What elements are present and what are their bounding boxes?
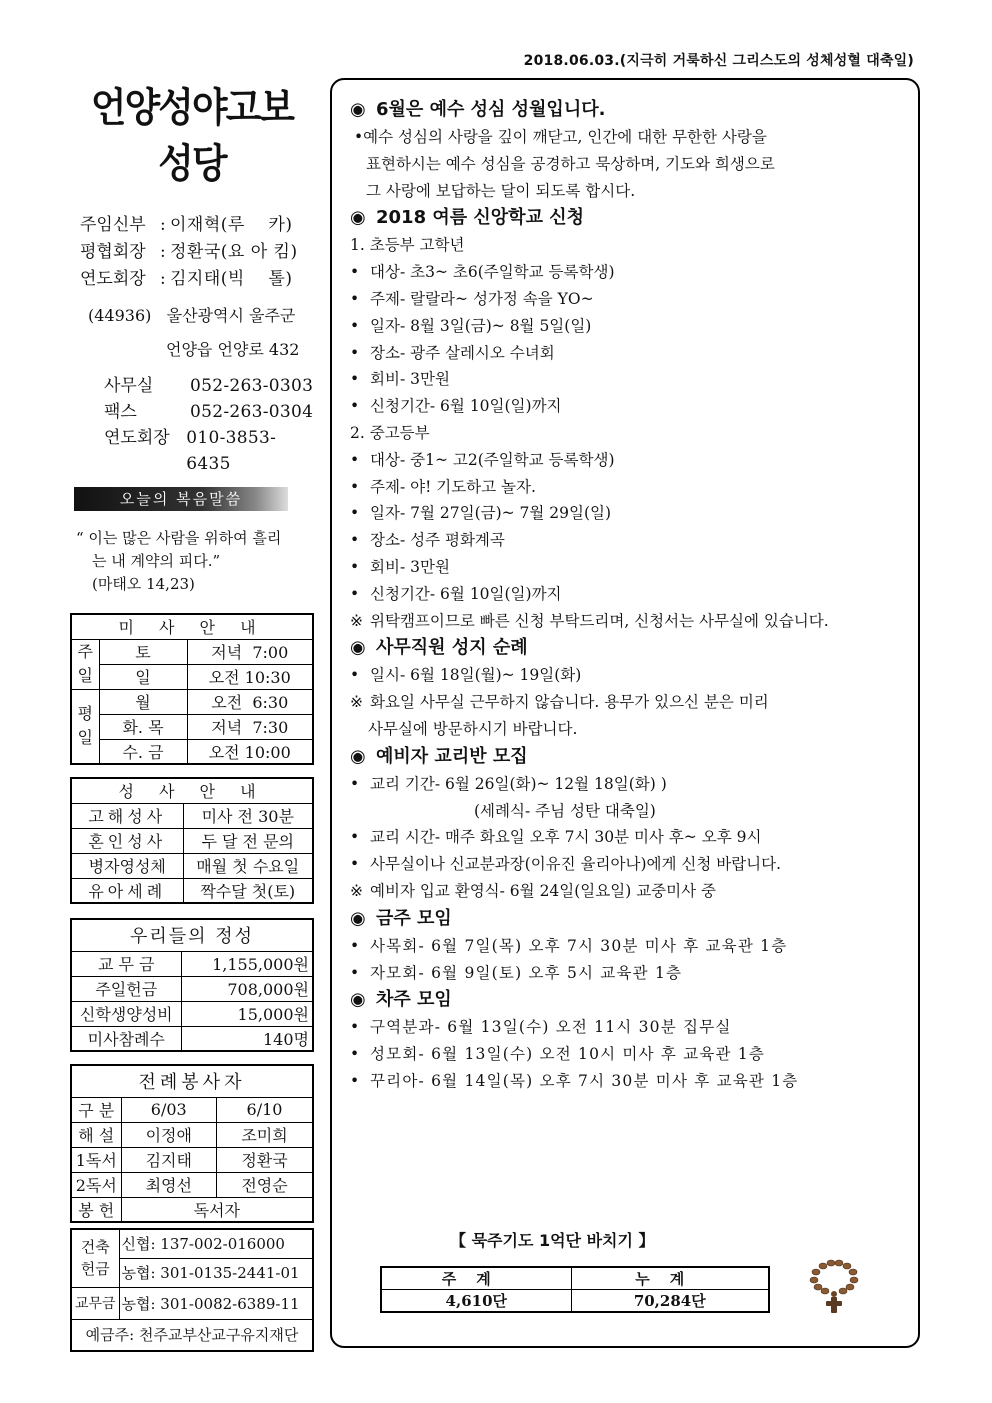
rosary-table (380, 1266, 770, 1313)
minister-name: 김지태 (121, 1147, 217, 1172)
mass-time: 오전 10:30 (187, 664, 313, 689)
sacraments-table (70, 777, 314, 904)
masthead-line-2: 성당 (158, 141, 226, 187)
staff-row: 주임신부 : 이재혁(루 카) (70, 212, 314, 239)
list-item: • 회비- 3만원 (350, 370, 450, 389)
table-row (71, 878, 313, 903)
minister-name: 최영선 (121, 1172, 217, 1197)
minister-name: 조미희 (217, 1122, 313, 1147)
fax-number: 052-263-0304 (190, 402, 314, 422)
list-item: • 일자- 7월 27일(금)~ 7월 29일(일) (350, 504, 612, 523)
masthead-line-1: 언양성야고보 (90, 85, 294, 131)
mass-day: 수. 금 (99, 739, 187, 764)
notice-note: ※ 예비자 입교 환영식- 6월 24일(일요일) 교중미사 중 (350, 881, 716, 900)
sacrament-name: 고해성사 (71, 803, 183, 828)
contact-list (70, 373, 314, 477)
section-title: 사무직원 성지 순례 (376, 637, 528, 659)
section-heading (350, 905, 910, 933)
list-item: • 주제- 야! 기도하고 놀자. (350, 477, 536, 496)
list-item: • 구역분과- 6월 13일(수) 오전 11시 30분 집무실 (350, 1018, 732, 1037)
section-bullet-icon: ◉ (350, 907, 366, 929)
rosary-title: 【 묵주기도 1억단 바치기 】 (450, 1231, 655, 1250)
table-row (71, 1229, 313, 1258)
contact-row (70, 373, 314, 399)
section-heading (350, 96, 910, 124)
section-bullet-icon: ◉ (350, 99, 366, 120)
section-bullet-icon: ◉ (350, 637, 366, 659)
offering-name: 교 무 금 (71, 951, 181, 976)
table-row (71, 1319, 313, 1351)
sacrament-info: 미사 전 30분 (183, 803, 313, 828)
table-row (71, 1122, 313, 1147)
staff-name: 정환국(요 아 킴) (170, 242, 298, 262)
table-row (71, 739, 313, 764)
table-row (71, 976, 313, 1001)
section-title: 2018 여름 신앙학교 신청 (376, 207, 585, 229)
rosary-total-value: 70,284단 (571, 1290, 769, 1313)
table-row (71, 714, 313, 739)
date-header: 6/03 (121, 1097, 217, 1122)
rosary-weekly-value: 4,610단 (381, 1290, 571, 1313)
contact-label: 연도회장 (104, 428, 170, 448)
notice-line: 그 사랑에 보답하는 달이 되도록 합시다. (366, 181, 636, 200)
table-row (71, 803, 313, 828)
table-row (71, 639, 313, 664)
table-row (71, 1001, 313, 1026)
minister-label: 봉 헌 (71, 1197, 121, 1222)
offering-amount: 140명 (181, 1026, 313, 1051)
list-item: • 장소- 성주 평화계곡 (350, 531, 505, 550)
table-title: 성 사 안 내 (71, 778, 313, 803)
list-item: • 신청기간- 6월 10일(일)까지 (350, 584, 562, 603)
table-row (71, 664, 313, 689)
offering-name: 신학생양성비 (71, 1001, 181, 1026)
account-number: 농협: 301-0135-2441-01 (119, 1258, 313, 1287)
list-item: • 주제- 랄랄라~ 성가정 속을 YO~ (350, 289, 594, 308)
sacrament-name: 유아세례 (71, 878, 183, 903)
notice-note: ※ 위탁캠프이므로 빠른 신청 부탁드리며, 신청서는 사무실에 있습니다. (350, 611, 829, 630)
gospel-reference: (마태오 14,23) (92, 575, 195, 593)
mass-time: 저녁 7:00 (187, 639, 313, 664)
list-item: • 일시- 6월 18일(월)~ 19일(화) (350, 666, 582, 685)
notice-line: 표현하시는 예수 성심을 공경하고 묵상하며, 기도와 희생으로 (366, 154, 775, 173)
contact-label: 사무실 (104, 376, 154, 396)
list-item: • 교리 기간- 6월 26일(화)~ 12월 18일(화) ) (350, 774, 667, 793)
notice-note: ※ 화요일 사무실 근무하지 않습니다. 용무가 있으신 분은 미리 (350, 693, 769, 712)
sacrament-name: 병자영성체 (71, 853, 183, 878)
gospel-line-2: 는 내 계약의 피다.” (92, 552, 221, 570)
table-row (71, 1287, 313, 1319)
list-item: • 대상- 중1~ 고2(주일학교 등록학생) (350, 450, 615, 469)
account-label: 교무금 (71, 1287, 119, 1319)
sacrament-info: 짝수달 첫(토) (183, 878, 313, 903)
list-item: • 장소- 광주 살레시오 수녀회 (350, 343, 555, 362)
section-title: 6월은 예수 성심 성월입니다. (376, 99, 606, 120)
minister-label: 구 분 (71, 1097, 121, 1122)
section-bullet-icon: ◉ (350, 207, 366, 229)
table-row (71, 1026, 313, 1051)
section-heading (350, 204, 910, 232)
mass-day: 일 (99, 664, 187, 689)
list-item: • 교리 시간- 매주 화요일 오후 7시 30분 미사 후~ 오후 9시 (350, 828, 762, 847)
sacrament-name: 혼인성사 (71, 828, 183, 853)
notice-subheading: 2. 중고등부 (350, 423, 430, 442)
list-item: • 자모회- 6월 9일(토) 오후 5시 교육관 1층 (350, 963, 683, 982)
minister-name: 전영순 (217, 1172, 313, 1197)
address-line-2: 언양읍 언양로 432 (166, 340, 300, 359)
staff-list (70, 212, 314, 293)
account-number: 신협: 137-002-016000 (119, 1229, 313, 1258)
list-item: • 꾸리아- 6월 14일(목) 오후 7시 30분 미사 후 교육관 1층 (350, 1071, 799, 1090)
staff-row: 평협회장 : 정환국(요 아 킴) (70, 239, 314, 266)
list-item-continued: (세례식- 주님 성탄 대축일) (474, 801, 656, 820)
mass-day: 월 (99, 689, 187, 714)
mass-time: 저녁 7:30 (187, 714, 313, 739)
section-title: 예비자 교리반 모집 (376, 745, 528, 767)
offering-amount: 1,155,000원 (181, 951, 313, 976)
contact-row (70, 425, 314, 477)
staff-role: 연도회장 (80, 269, 146, 289)
staff-name: 이재혁(루 카) (170, 215, 293, 235)
mass-day: 토 (99, 639, 187, 664)
rosary-icon (806, 1254, 862, 1314)
table-row (71, 951, 313, 976)
group-label: 평일 (71, 689, 99, 764)
table-row (71, 1097, 313, 1122)
bank-accounts-table (70, 1228, 314, 1352)
phone-number: 010-3853-6435 (186, 428, 277, 474)
mass-day: 화. 목 (99, 714, 187, 739)
section-bullet-icon: ◉ (350, 989, 366, 1011)
table-title: 전례봉사자 (71, 1065, 313, 1097)
mass-schedule-table (70, 613, 314, 765)
sacrament-info: 두 달 전 문의 (183, 828, 313, 853)
minister-name: 독서자 (121, 1197, 313, 1222)
parish-address (70, 299, 314, 367)
notices (350, 96, 910, 1095)
list-item: • 사목회- 6월 7일(목) 오후 7시 30분 미사 후 교육관 1층 (350, 936, 788, 955)
section-heading (350, 743, 910, 771)
list-item: • 성모회- 6월 13일(수) 오전 10시 미사 후 교육관 1층 (350, 1045, 766, 1064)
offering-name: 미사참례수 (71, 1026, 181, 1051)
gospel-heading-bar: 오늘의 복음말씀 (74, 487, 288, 511)
ministers-table (70, 1064, 314, 1223)
section-heading (350, 986, 910, 1014)
account-holder: 예금주: 천주교부산교구유지재단 (71, 1319, 313, 1351)
table-row (381, 1290, 769, 1313)
section-title: 금주 모임 (376, 907, 452, 929)
gospel-line-1: “ 이는 많은 사람을 위하여 흘리 (76, 529, 282, 547)
address-line-1: (44936) 울산광역시 울주군 (88, 306, 296, 325)
minister-name: 정환국 (217, 1147, 313, 1172)
table-row (71, 1147, 313, 1172)
group-label: 주일 (71, 639, 99, 689)
notice-subheading: 1. 초등부 고학년 (350, 236, 465, 255)
table-title: 미 사 안 내 (71, 614, 313, 639)
bulletin-date: 2018.06.03.(지극히 거룩하신 그리스도의 성체성혈 대축일) (523, 53, 914, 69)
section-title: 차주 모임 (376, 989, 452, 1011)
table-row (71, 689, 313, 714)
gospel-quote (70, 527, 314, 596)
table-row (71, 1197, 313, 1222)
parish-masthead (80, 80, 304, 192)
table-row (71, 1172, 313, 1197)
account-number: 농협: 301-0082-6389-11 (119, 1287, 313, 1319)
minister-name: 이정애 (121, 1122, 217, 1147)
staff-name: 김지태(빅 톨) (170, 269, 293, 289)
offerings-table (70, 918, 314, 1052)
list-item: • 신청기간- 6월 10일(일)까지 (350, 397, 562, 416)
table-row (71, 828, 313, 853)
account-label: 건축헌금 (71, 1229, 119, 1287)
staff-role: 주임신부 (80, 215, 146, 235)
offering-amount: 708,000원 (181, 976, 313, 1001)
list-item: • 사무실이나 신교분과장(이유진 율리아나)에게 신청 바랍니다. (350, 855, 782, 874)
mass-time: 오전 6:30 (187, 689, 313, 714)
section-heading (350, 634, 910, 662)
left-column (70, 80, 314, 596)
section-bullet-icon: ◉ (350, 745, 366, 767)
table-row (381, 1267, 769, 1290)
minister-label: 해 설 (71, 1122, 121, 1147)
date-header: 6/10 (217, 1097, 313, 1122)
list-item: • 회비- 3만원 (350, 557, 450, 576)
sacrament-info: 매월 첫 수요일 (183, 853, 313, 878)
mass-time: 오전 10:00 (187, 739, 313, 764)
list-item: • 일자- 8월 3일(금)~ 8월 5일(일) (350, 316, 592, 335)
rosary-col-total: 누계 (571, 1267, 769, 1290)
contact-row (70, 399, 314, 425)
contact-label: 팩스 (104, 402, 137, 422)
rosary-col-weekly: 주계 (381, 1267, 571, 1290)
staff-role: 평협회장 (80, 242, 146, 262)
notice-note-continued: 사무실에 방문하시기 바랍니다. (368, 719, 578, 738)
offering-name: 주일헌금 (71, 976, 181, 1001)
table-row (71, 853, 313, 878)
offering-amount: 15,000원 (181, 1001, 313, 1026)
list-item: • 대상- 초3~ 초6(주일학교 등록학생) (350, 263, 615, 282)
minister-label: 2독서 (71, 1172, 121, 1197)
minister-label: 1독서 (71, 1147, 121, 1172)
table-title: 우리들의 정성 (71, 919, 313, 951)
notice-line: •예수 성심의 사랑을 깊이 깨닫고, 인간에 대한 무한한 사랑을 (354, 128, 767, 146)
staff-row: 연도회장 : 김지태(빅 톨) (70, 266, 314, 293)
phone-number: 052-263-0303 (190, 376, 314, 396)
